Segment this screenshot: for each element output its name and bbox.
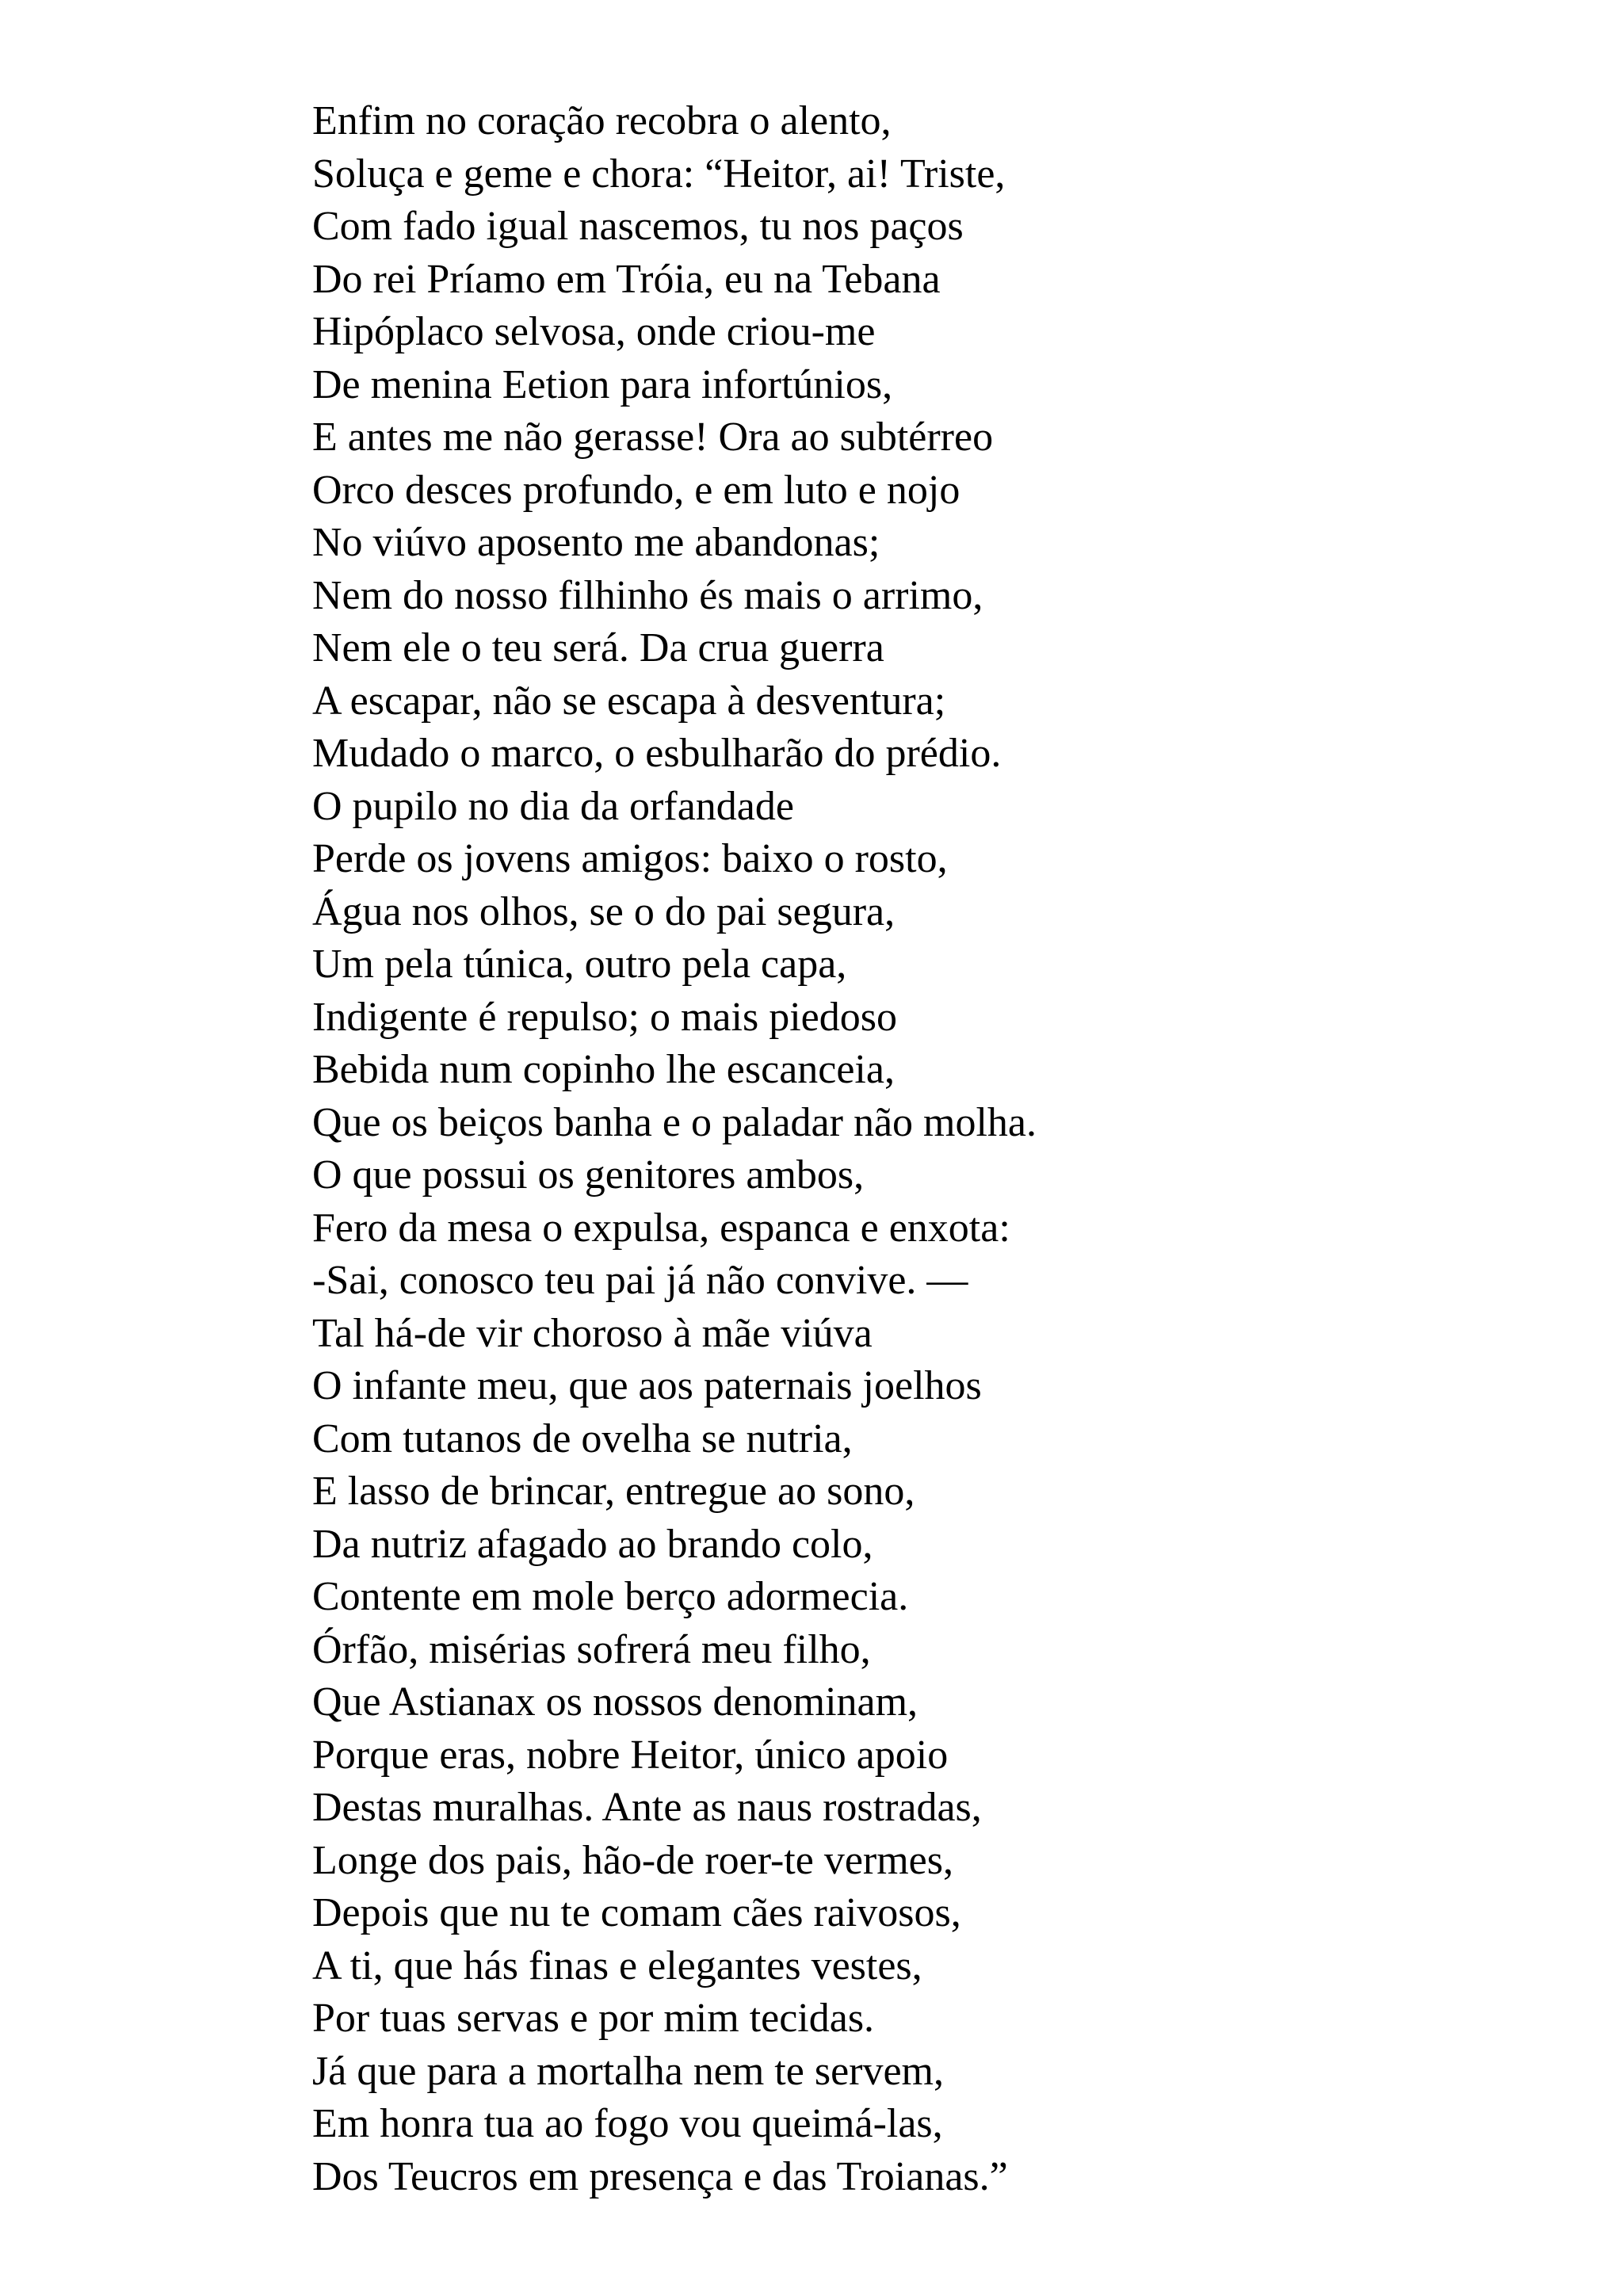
poem-line: Orco desces profundo, e em luto e nojo xyxy=(312,467,960,513)
poem-line: E lasso de brincar, entregue ao sono, xyxy=(312,1469,915,1514)
poem-line: Destas muralhas. Ante as naus rostradas, xyxy=(312,1785,982,1830)
poem-line: Um pela túnica, outro pela capa, xyxy=(312,942,847,987)
poem-line: A escapar, não se escapa à desventura; xyxy=(312,678,946,724)
poem-line: Bebida num copinho lhe escanceia, xyxy=(312,1047,895,1092)
poem-text-block xyxy=(312,95,1549,2203)
poem-line: Longe dos pais, hão-de roer-te vermes, xyxy=(312,1837,953,1883)
poem-line: Depois que nu te comam cães raivosos, xyxy=(312,1890,961,1935)
poem-line: Perde os jovens amigos: baixo o rosto, xyxy=(312,836,948,881)
poem-line: Órfão, misérias sofrerá meu filho, xyxy=(312,1626,871,1672)
poem-line: Enfim no coração recobra o alento, xyxy=(312,98,892,143)
poem-line: Porque eras, nobre Heitor, único apoio xyxy=(312,1732,949,1778)
poem-line: Soluça e geme e chora: “Heitor, ai! Triste, xyxy=(312,151,1006,197)
poem-line: Já que para a mortalha nem te servem, xyxy=(312,2048,944,2094)
poem-line: Com tutanos de ovelha se nutria, xyxy=(312,1415,853,1461)
poem-line: Do rei Príamo em Tróia, eu na Tebana xyxy=(312,256,941,302)
poem-line: Água nos olhos, se o do pai segura, xyxy=(312,888,896,934)
poem-line: Com fado igual nascemos, tu nos paços xyxy=(312,204,964,249)
poem-line: A ti, que hás finas e elegantes vestes, xyxy=(312,1943,922,1988)
poem-line: Por tuas servas e por mim tecidas. xyxy=(312,1996,875,2041)
poem-line: Indigente é repulso; o mais piedoso xyxy=(312,994,897,1040)
poem-line: Mudado o marco, o esbulharão do prédio. xyxy=(312,731,1002,776)
poem-line: Que os beiços banha e o paladar não molha. xyxy=(312,1099,1037,1145)
poem-line: Dos Teucros em presença e das Troianas.” xyxy=(312,2153,1008,2199)
poem-line: -Sai, conosco teu pai já não convive. — xyxy=(312,1258,968,1303)
poem-line: De menina Eetion para infortúnios, xyxy=(312,361,893,407)
poem-line: O pupilo no dia da orfandade xyxy=(312,783,794,829)
poem-line: E antes me não gerasse! Ora ao subtérreo xyxy=(312,415,994,460)
poem-line: No viúvo aposento me abandonas; xyxy=(312,520,880,565)
poem-line: Tal há-de vir choroso à mãe viúva xyxy=(312,1310,873,1356)
poem-line: Contente em mole berço adormecia. xyxy=(312,1574,909,1619)
poem-line: Fero da mesa o expulsa, espanca e enxota: xyxy=(312,1205,1010,1251)
poem-line: Nem ele o teu será. Da crua guerra xyxy=(312,625,884,670)
poem-line: Da nutriz afagado ao brando colo, xyxy=(312,1521,873,1567)
poem-line: Hipóplaco selvosa, onde criou-me xyxy=(312,309,876,354)
poem-line: Nem do nosso filhinho és mais o arrimo, xyxy=(312,572,983,618)
poem-line: Que Astianax os nossos denominam, xyxy=(312,1679,918,1725)
poem-line: O infante meu, que aos paternais joelhos xyxy=(312,1363,982,1408)
poem-line: O que possui os genitores ambos, xyxy=(312,1152,865,1198)
poem-line: Em honra tua ao fogo vou queimá-las, xyxy=(312,2101,943,2146)
